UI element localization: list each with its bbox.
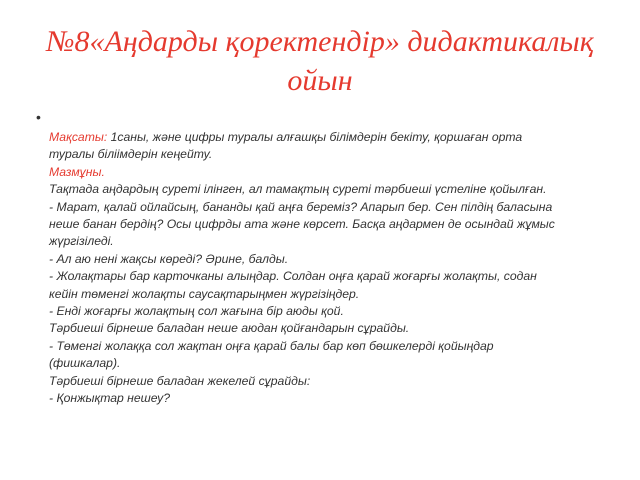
body-line: - Ал аю нені жақсы көреді? Әрине, балды. [49,251,289,266]
bullet-marker: • [36,109,41,125]
body-line: - Енді жоғарғы жолақтың сол жағына бір аюды қой. [49,304,344,319]
goal-line-2: туралы біліімдерін кеңейту. [49,147,213,162]
body-line: - Төменгі жолаққа сол жақтан оңға қарай балы бар көп бөшкелерді қойыңдар [49,338,494,353]
body-line: неше банан бердің? Осы цифрды ата және көрсет. Басқа аңдармен де осындай жұмыс [49,217,555,232]
content-label: Мазмұны. [49,164,105,179]
goal-text-1: 1саны, және цифры туралы алғашқы білімдерін бекіту, қоршаған орта [107,130,523,144]
body-line: - Қонжықтар нешеу? [49,391,171,406]
slide-title: №8«Аңдарды қоректендір» дидактикалық ойын [46,25,594,97]
body-line: Тәрбиеші бірнеше баладан неше аюдан қойғандарын сұрайды. [49,321,410,336]
body-line: Тәрбиеші бірнеше баладан жекелей сұрайды: [49,373,311,388]
body-line: Тақтада аңдардың суреті ілінген, ал тамақтың суреті тәрбиеші үстеліне қойылған. [49,182,547,197]
goal-label: Мақсаты: [49,130,108,144]
body-line: - Марат, қалай ойлайсың, бананды қай аңға береміз? Апарып бер. Сен пілдің баласына [49,199,553,214]
goal-line-1 [49,129,609,146]
body-line: кейін төменгі жолақты саусақтарыңмен жүргізіңдер. [49,286,360,301]
body-line: (фишкалар). [49,356,121,371]
slide-body [49,129,609,408]
body-line: жүргізіледі. [49,234,114,249]
body-line: - Жолақтары бар карточканы алыңдар. Солдан оңға қарай жоғарғы жолақты, содан [49,269,537,284]
